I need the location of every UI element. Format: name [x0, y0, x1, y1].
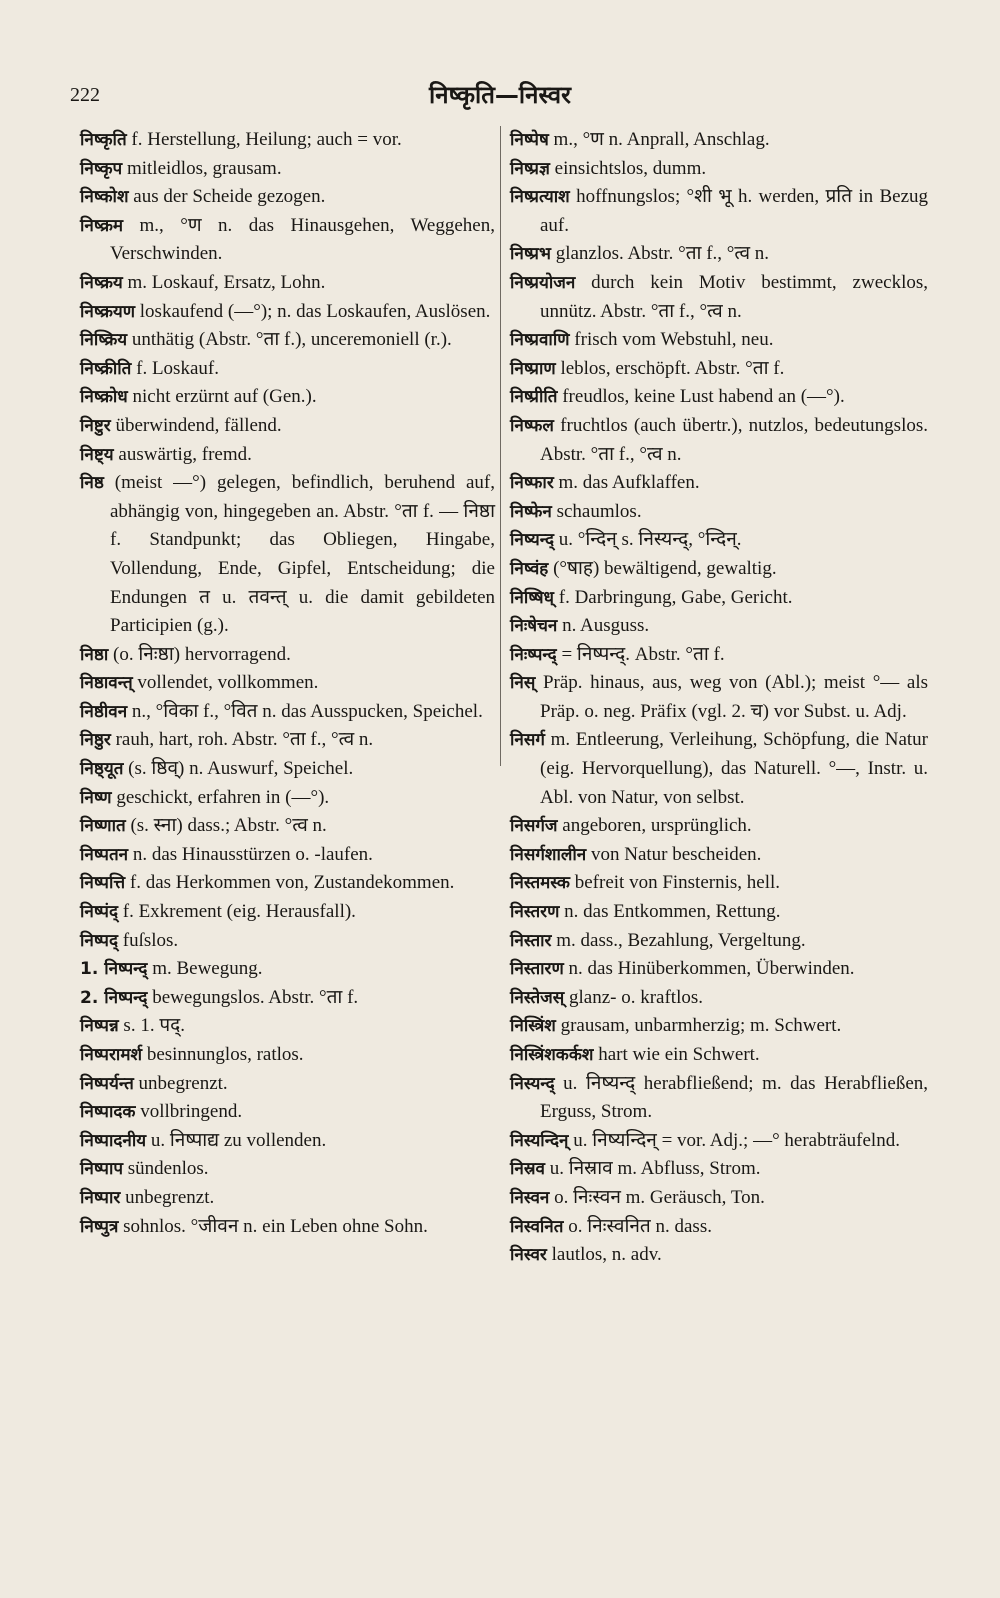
entry-headword: निष्यन्द्: [510, 530, 555, 551]
dictionary-entry: [80, 669, 495, 698]
entry-headword: निष्पतन: [80, 844, 129, 865]
dictionary-entry: [510, 183, 928, 240]
entry-headword: निष्ठ्यूत: [80, 759, 124, 780]
entry-definition: n. das Hinausstürzen o. -laufen.: [128, 843, 373, 865]
dictionary-entry: [80, 1155, 495, 1184]
dictionary-entry: [80, 1012, 495, 1041]
right-column: [510, 126, 928, 1270]
entry-definition: unthätig (Abstr. °ता f.), unceremoniell (r.).: [127, 329, 452, 351]
entry-headword: निष्पत्ति: [80, 873, 126, 894]
dictionary-entry: [510, 669, 928, 726]
dictionary-entry: [510, 841, 928, 870]
entry-definition: vollbringend.: [135, 1101, 243, 1123]
entry-headword: निस्त्रिंश: [510, 1016, 556, 1037]
entry-headword: 2. निष्पन्द्: [80, 987, 148, 1008]
dictionary-entry: [80, 326, 495, 355]
dictionary-entry: [80, 269, 495, 298]
entry-headword: निःष्पन्द्: [510, 644, 557, 665]
dictionary-entry: [510, 869, 928, 898]
dictionary-entry: [510, 927, 928, 956]
entry-headword: निस्वन: [510, 1187, 550, 1208]
entry-headword: निस्यन्दिन्: [510, 1130, 569, 1151]
column-divider: [500, 126, 501, 766]
dictionary-entry: [510, 955, 928, 984]
entry-definition: hart wie ein Schwert.: [593, 1044, 760, 1065]
entry-definition: sohnlos. °जीवन n. ein Leben ohne Sohn.: [118, 1215, 428, 1237]
entry-definition: nicht erzürnt auf (Gen.).: [127, 386, 317, 408]
entry-headword: निष्क्रोध: [80, 387, 128, 408]
entry-headword: निष्फल: [510, 415, 554, 436]
entry-definition: angeboren, ursprünglich.: [557, 815, 752, 837]
entry-headword: निस्वनित: [510, 1216, 564, 1237]
entry-definition: (°षाह) bewältigend, gewaltig.: [548, 557, 777, 579]
dictionary-entry: [510, 1184, 928, 1213]
entry-headword: निष्कृप: [80, 158, 123, 179]
entry-definition: f. Darbringung, Gabe, Gericht.: [554, 586, 793, 608]
entry-definition: überwindend, fällend.: [110, 414, 282, 436]
entry-definition: lautlos, n. adv.: [546, 1244, 662, 1266]
dictionary-entry: [80, 412, 495, 441]
entry-headword: निष्प्रयोजन: [510, 272, 576, 293]
dictionary-entry: [510, 1127, 928, 1156]
entry-definition: m., °ण n. das Hinausgehen, Weggehen, Verschwinden.: [110, 214, 495, 265]
entry-headword: निष्प्रभ: [510, 244, 551, 265]
entry-headword: निष्प्रज्ञ: [510, 158, 550, 179]
entry-headword: निष्प्रत्याश: [510, 187, 570, 208]
entry-definition: geschickt, erfahren in (—°).: [111, 786, 330, 808]
entry-headword: निष्टुर: [80, 415, 111, 436]
dictionary-entry: [80, 927, 495, 956]
entry-definition: fruchtlos (auch übertr.), nutzlos, bedeutungslos. Abstr. °ता f., °त्व n.: [540, 414, 928, 465]
entry-definition: sündenlos.: [123, 1158, 209, 1180]
entry-definition: (meist —°) gelegen, befindlich, beruhend auf, abhängig von, hingegeben an. Abstr. °ता f. — निष्ठा f. Standpunkt; das Obliegen, Hingabe, Vollendung, Ende, Gipfel, Entscheidung; die Endungen त u. तवन्त् u. die damit gebildeten Participien (g.).: [103, 472, 495, 637]
entry-headword: निष्कृति: [80, 130, 127, 150]
entry-definition: o. निःस्वन m. Geräusch, Ton.: [549, 1186, 765, 1208]
dictionary-entry: [80, 641, 495, 670]
entry-definition: fuſslos.: [118, 929, 179, 951]
entry-headword: निष्ण: [80, 787, 112, 808]
entry-headword: निष्ठावन्त्: [80, 673, 133, 694]
dictionary-entry: [510, 355, 928, 384]
entry-headword: निष्ठुर: [80, 730, 111, 751]
page-header: [0, 78, 1000, 118]
entry-definition: mitleidlos, grausam.: [122, 157, 282, 179]
dictionary-entry: [80, 441, 495, 470]
entry-headword: निस्तेजस्: [510, 987, 565, 1008]
entry-definition: leblos, erschöpft. Abstr. °ता f.: [555, 357, 785, 379]
entry-definition: u. निष्पाद्य zu vollenden.: [146, 1129, 327, 1151]
dictionary-entry: [80, 155, 495, 184]
entry-definition: s. 1. पद्.: [118, 1015, 185, 1037]
dictionary-entry: [80, 812, 495, 841]
dictionary-entry: [510, 641, 928, 670]
entry-headword: निस्तारण: [510, 959, 564, 980]
dictionary-entry: [80, 183, 495, 212]
entry-headword: निष्क्रम: [80, 215, 124, 236]
dictionary-entry: [80, 726, 495, 755]
entry-headword: निसर्गशालीन: [510, 844, 587, 865]
dictionary-entry: [510, 240, 928, 269]
entry-definition: durch kein Motiv bestimmt, zwecklos, unnütz. Abstr. °ता f., °त्व n.: [540, 271, 928, 322]
entry-definition: m., °ण n. Anprall, Anschlag.: [548, 129, 770, 150]
entry-definition: m. das Aufklaffen.: [553, 472, 700, 494]
dictionary-entry: [510, 984, 928, 1013]
entry-definition: f. Herstellung, Heilung; auch = vor.: [126, 129, 402, 150]
entry-headword: निष्पद्: [80, 930, 118, 951]
entry-headword: निष्पर्यन्त: [80, 1073, 134, 1094]
dictionary-entry: [80, 984, 495, 1013]
entry-definition: einsichtslos, dumm.: [549, 157, 707, 179]
entry-headword: निष्वंह: [510, 558, 549, 579]
entry-headword: निस्रव: [510, 1159, 545, 1180]
entry-headword: निष्पार: [80, 1187, 121, 1208]
entry-definition: o. निःस्वनित n. dass.: [563, 1215, 712, 1237]
dictionary-entry: [80, 841, 495, 870]
dictionary-entry: [510, 155, 928, 184]
entry-headword: निष्क्रिय: [80, 330, 128, 351]
entry-headword: निष्पन्न: [80, 1016, 119, 1037]
entry-definition: u. निस्राव m. Abfluss, Strom.: [544, 1158, 761, 1180]
dictionary-entry: [510, 1041, 928, 1070]
entry-definition: unbegrenzt.: [133, 1072, 228, 1094]
entry-definition: freudlos, keine Lust habend an (—°).: [557, 386, 845, 408]
dictionary-entry: [510, 1213, 928, 1242]
entry-headword: निष्पेष: [510, 130, 549, 150]
entry-headword: निष्प्रीति: [510, 387, 558, 408]
entry-definition: f. Exkrement (eig. Herausfall).: [118, 901, 356, 923]
dictionary-entry: [510, 526, 928, 555]
entry-headword: निष्पादक: [80, 1102, 136, 1123]
entry-headword: निस्तमस्क: [510, 873, 570, 894]
dictionary-entry: [510, 898, 928, 927]
running-title: निष्कृति—निस्वर: [429, 81, 571, 109]
entry-headword: निस्यन्द्: [510, 1073, 555, 1094]
entry-definition: von Natur bescheiden.: [586, 843, 762, 865]
dictionary-entry: [510, 612, 928, 641]
dictionary-entry: [510, 1012, 928, 1041]
entry-definition: loskaufend (—°); n. das Loskaufen, Auslösen.: [135, 300, 491, 322]
entry-definition: rauh, hart, roh. Abstr. °ता f., °त्व n.: [110, 729, 374, 751]
entry-headword: निस्तरण: [510, 902, 560, 923]
entry-headword: निष्परामर्श: [80, 1045, 143, 1065]
entry-headword: निष्प्राण: [510, 358, 556, 379]
entry-headword: निष्ठीवन: [80, 701, 128, 722]
entry-definition: bewegungslos. Abstr. °ता f.: [147, 986, 359, 1008]
entry-definition: m. Bewegung.: [147, 958, 263, 980]
dictionary-entry: [80, 126, 495, 155]
entry-definition: f. das Herkommen von, Zustandekommen.: [125, 872, 455, 894]
entry-headword: 1. निष्पन्द्: [80, 959, 148, 980]
entry-headword: निष्कोश: [80, 187, 129, 208]
dictionary-entry: [510, 412, 928, 469]
entry-definition: (s. स्ना) dass.; Abstr. °त्व n.: [125, 815, 327, 837]
entry-headword: निसर्गज: [510, 816, 558, 837]
dictionary-entry: [80, 298, 495, 327]
entry-definition: (o. निःष्ठा) hervorragend.: [108, 643, 291, 665]
dictionary-entry: [80, 1041, 495, 1070]
dictionary-entry: [80, 1098, 495, 1127]
entry-headword: निष्पंद्: [80, 902, 118, 923]
entry-headword: निस्वर: [510, 1245, 547, 1266]
entry-headword: निष्ठ: [80, 473, 104, 494]
dictionary-entry: [80, 698, 495, 727]
entry-headword: निष्प्रवाणि: [510, 330, 570, 351]
entry-definition: m. dass., Bezahlung, Vergeltung.: [551, 929, 806, 951]
left-column: [80, 126, 495, 1241]
entry-headword: निस्त्रिंशकर्कश: [510, 1045, 594, 1065]
dictionary-entry: [80, 355, 495, 384]
entry-headword: निस्तार: [510, 930, 552, 951]
entry-definition: grausam, unbarmherzig; m. Schwert.: [555, 1015, 842, 1037]
entry-definition: glanz- o. kraftlos.: [564, 986, 704, 1008]
entry-headword: निस्: [510, 673, 536, 694]
dictionary-entry: [510, 584, 928, 613]
entry-definition: u. °न्दिन् s. निस्यन्द्, °न्दिन्.: [554, 529, 742, 551]
entry-definition: vollendet, vollkommen.: [132, 672, 319, 694]
entry-definition: n. das Hinüberkommen, Überwinden.: [563, 958, 855, 980]
entry-headword: निष्पादनीय: [80, 1130, 147, 1151]
dictionary-entry: [510, 555, 928, 584]
entry-headword: निष्फार: [510, 473, 554, 494]
dictionary-entry: [80, 955, 495, 984]
dictionary-entry: [510, 812, 928, 841]
dictionary-entry: [510, 126, 928, 155]
page-number: 222: [70, 84, 100, 106]
entry-definition: n. das Entkommen, Rettung.: [559, 901, 781, 923]
entry-headword: निष्फेन: [510, 501, 552, 522]
dictionary-entry: [80, 755, 495, 784]
entry-definition: m. Loskauf, Ersatz, Lohn.: [122, 271, 326, 293]
entry-headword: निष्ठा: [80, 644, 109, 665]
dictionary-entry: [510, 326, 928, 355]
entry-definition: frisch vom Webstuhl, neu.: [569, 329, 774, 351]
entry-definition: u. निष्यन्दिन् = vor. Adj.; —° herabträufelnd.: [568, 1129, 900, 1151]
dictionary-entry: [510, 383, 928, 412]
entry-headword: निष्पाप: [80, 1159, 124, 1180]
entry-definition: glanzlos. Abstr. °ता f., °त्व n.: [550, 243, 770, 265]
dictionary-entry: [80, 784, 495, 813]
entry-definition: = निष्पन्द्. Abstr. °ता f.: [556, 643, 725, 665]
dictionary-entry: [510, 469, 928, 498]
entry-definition: f. Loskauf.: [131, 357, 219, 379]
entry-definition: Präp. hinaus, aus, weg von (Abl.); meist °— als Präp. o. neg. Präfix (vgl. 2. च) vor Subst. u. Adj.: [535, 672, 928, 722]
entry-definition: m. Entleerung, Verleihung, Schöpfung, die Natur (eig. Hervorquellung), das Naturell. °—, Instr. u. Abl. von Natur, von selbst.: [540, 729, 928, 808]
entry-definition: besinnunglos, ratlos.: [142, 1044, 304, 1065]
dictionary-entry: [80, 869, 495, 898]
entry-definition: n. Ausguss.: [557, 615, 650, 637]
dictionary-entry: [510, 498, 928, 527]
entry-definition: befreit von Finsternis, hell.: [569, 872, 781, 894]
entry-headword: निष्क्रय: [80, 272, 123, 293]
dictionary-entry: [80, 898, 495, 927]
entry-headword: निष्णात: [80, 816, 126, 837]
entry-headword: निःषेचन: [510, 616, 558, 637]
entry-definition: hoffnungslos; °शी भू h. werden, प्रति in Bezug auf.: [540, 186, 928, 236]
entry-headword: निष्षिध्: [510, 587, 554, 608]
dictionary-entry: [80, 1070, 495, 1099]
dictionary-entry: [510, 1155, 928, 1184]
dictionary-entry: [510, 1070, 928, 1127]
entry-definition: unbegrenzt.: [120, 1186, 215, 1208]
entry-headword: निष्ट्य: [80, 444, 114, 465]
entry-headword: निसर्ग: [510, 730, 545, 751]
entry-headword: निष्पुत्र: [80, 1216, 119, 1237]
entry-definition: n., °विका f., °वित n. das Ausspucken, Speichel.: [127, 700, 483, 722]
entry-definition: schaumlos.: [551, 500, 642, 522]
entry-definition: (s. ष्ठिव्) n. Auswurf, Speichel.: [123, 758, 354, 780]
dictionary-entry: [510, 269, 928, 326]
dictionary-entry: [510, 1241, 928, 1270]
entry-headword: निष्क्रयण: [80, 301, 136, 322]
entry-headword: निष्क्रीति: [80, 358, 132, 379]
entry-definition: aus der Scheide gezogen.: [128, 186, 326, 208]
dictionary-entry: [80, 1184, 495, 1213]
entry-definition: auswärtig, fremd.: [113, 443, 252, 465]
dictionary-entry: [80, 1213, 495, 1242]
dictionary-entry: [80, 383, 495, 412]
dictionary-entry: [80, 212, 495, 269]
dictionary-entry: [80, 1127, 495, 1156]
dictionary-entry: [80, 469, 495, 641]
dictionary-entry: [510, 726, 928, 812]
entry-definition: u. निष्यन्द् herabfließend; m. das Herabfließen, Erguss, Strom.: [540, 1072, 928, 1123]
